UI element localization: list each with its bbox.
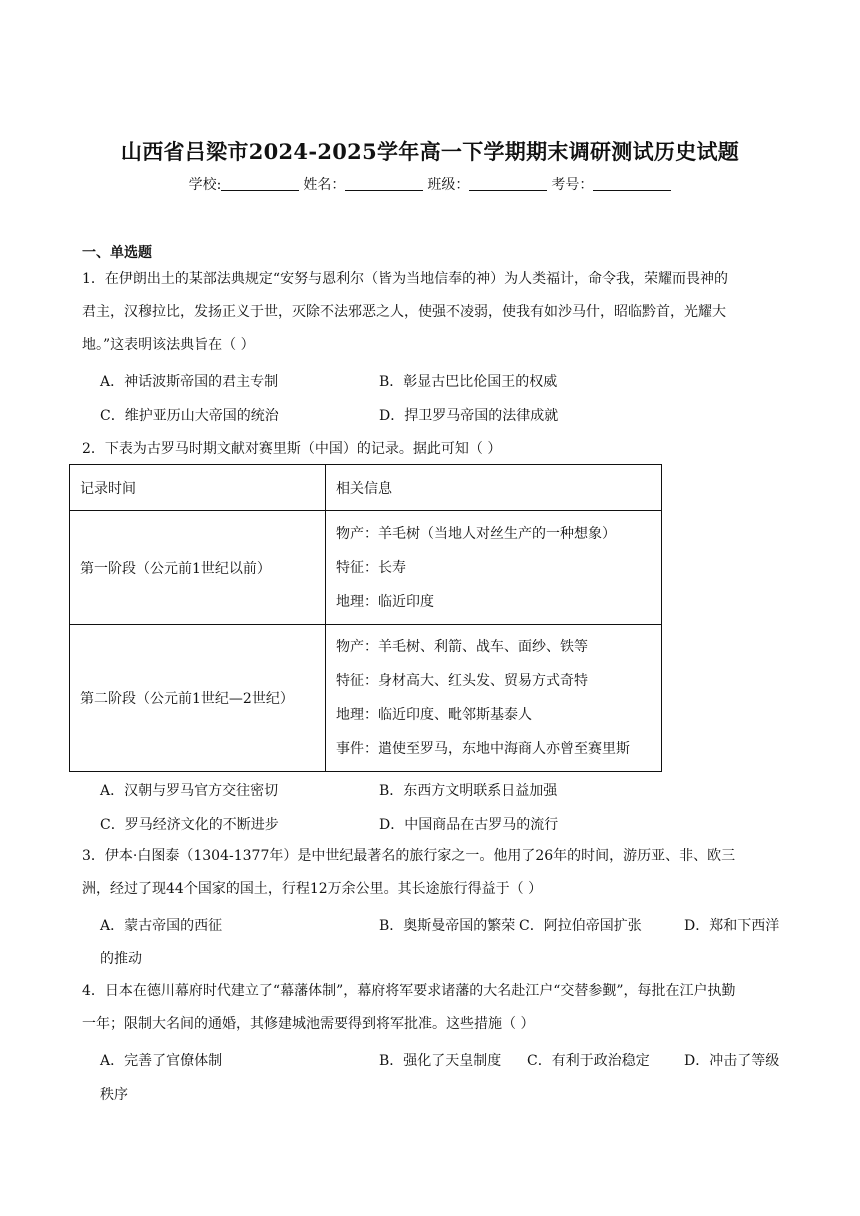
info-line: 特征：身材高大、红头发、贸易方式奇特 xyxy=(336,673,588,689)
q3-option-d[interactable]: D．郑和下西洋 xyxy=(684,918,780,934)
table-header-cell: 相关信息 xyxy=(326,465,662,511)
q4-option-c[interactable]: C．有利于政治稳定 xyxy=(527,1053,650,1069)
page-title: 山西省吕梁市2024-2025学年高一下学期期末调研测试历史试题 xyxy=(120,139,740,164)
info-line: 地理：临近印度、毗邻斯基泰人 xyxy=(336,707,532,723)
q3-option-b[interactable]: B．奥斯曼帝国的繁荣 xyxy=(379,918,516,934)
name-label: 姓名： xyxy=(303,177,346,193)
question-line: 1．在伊朗出土的某部法典规定“安努与恩利尔（皆为当地信奉的神）为人类福计，命令我，荣耀而畏神的 xyxy=(82,271,729,287)
info-line: 地理：临近印度 xyxy=(336,593,434,610)
record-table xyxy=(69,464,662,772)
question-line: 洲，经过了现44个国家的国土，行程12万余公里。其长途旅行得益于（ ） xyxy=(82,881,543,897)
q4-option-b[interactable]: B．强化了天皇制度 xyxy=(379,1053,502,1069)
question-1-stem xyxy=(82,263,782,362)
question-line: 君主，汉穆拉比，发扬正义于世，灭除不法邪恶之人，使强不凌弱，使我有如沙马什，昭临黔首，光耀大 xyxy=(82,304,726,320)
q3-option-c[interactable]: C．阿拉伯帝国扩张 xyxy=(519,918,642,934)
info-line: 物产：羊毛树（当地人对丝生产的一种想象） xyxy=(336,525,616,542)
table-period-cell: 第一阶段（公元前1世纪以前） xyxy=(70,511,326,625)
name-blank[interactable] xyxy=(345,176,423,191)
table-info-cell xyxy=(326,511,662,625)
info-line: 物产：羊毛树、利箭、战车、面纱、铁等 xyxy=(336,639,588,655)
exam-number-blank[interactable] xyxy=(593,176,671,191)
school-blank[interactable] xyxy=(221,176,299,191)
q2-option-c[interactable]: C．罗马经济文化的不断进步 xyxy=(100,817,279,833)
q4-option-a[interactable]: A．完善了官僚体制 xyxy=(100,1053,223,1069)
q4-option-d[interactable]: D．冲击了等级 xyxy=(684,1053,780,1069)
question-line: 4．日本在德川幕府时代建立了“幕藩体制”，幕府将军要求诸藩的大名赴江户“交替参觐”，每批在江户执勤 xyxy=(82,983,736,999)
q2-option-b[interactable]: B．东西方文明联系日益加强 xyxy=(379,783,558,799)
exam-number-label: 考号： xyxy=(551,177,594,193)
class-label: 班级： xyxy=(427,177,470,193)
table-row xyxy=(70,511,662,625)
table-header-cell: 记录时间 xyxy=(70,465,326,511)
table-info-cell xyxy=(326,625,662,772)
q2-option-a[interactable]: A．汉朝与罗马官方交往密切 xyxy=(100,783,279,799)
student-info-line xyxy=(0,174,860,194)
school-label: 学校: xyxy=(188,177,222,193)
question-line: 地。”这表明该法典旨在（ ） xyxy=(82,337,255,353)
q1-option-c[interactable]: C．维护亚历山大帝国的统治 xyxy=(100,408,279,424)
info-line: 特征：长寿 xyxy=(336,559,406,576)
q1-option-d[interactable]: D．捍卫罗马帝国的法律成就 xyxy=(379,408,559,424)
question-line: 3．伊本·白图泰（1304-1377年）是中世纪最著名的旅行家之一。他用了26年的时间，游历亚、非、欧三 xyxy=(82,848,736,864)
question-2-stem: 2．下表为古罗马时期文献对赛里斯（中国）的记录。据此可知（ ） xyxy=(82,441,502,457)
q4-option-d-continuation: 秩序 xyxy=(100,1087,128,1103)
info-line: 事件：遣使至罗马，东地中海商人亦曾至赛里斯 xyxy=(336,741,630,757)
question-4-stem xyxy=(82,975,782,1041)
table-period-cell: 第二阶段（公元前1世纪—2世纪） xyxy=(70,625,326,772)
table-row xyxy=(70,625,662,772)
table-header-row xyxy=(70,465,662,511)
q2-option-d[interactable]: D．中国商品在古罗马的流行 xyxy=(379,817,559,833)
question-line: 一年；限制大名间的通婚，其修建城池需要得到将军批准。这些措施（ ） xyxy=(82,1016,535,1032)
q1-option-a[interactable]: A．神话波斯帝国的君主专制 xyxy=(100,374,279,390)
section-heading: 一、单选题 xyxy=(82,245,152,261)
q3-option-a[interactable]: A．蒙古帝国的西征 xyxy=(100,918,223,934)
q1-option-b[interactable]: B．彰显古巴比伦国王的权威 xyxy=(379,374,558,390)
class-blank[interactable] xyxy=(469,176,547,191)
question-3-stem xyxy=(82,840,782,906)
q3-option-d-continuation: 的推动 xyxy=(100,951,142,967)
